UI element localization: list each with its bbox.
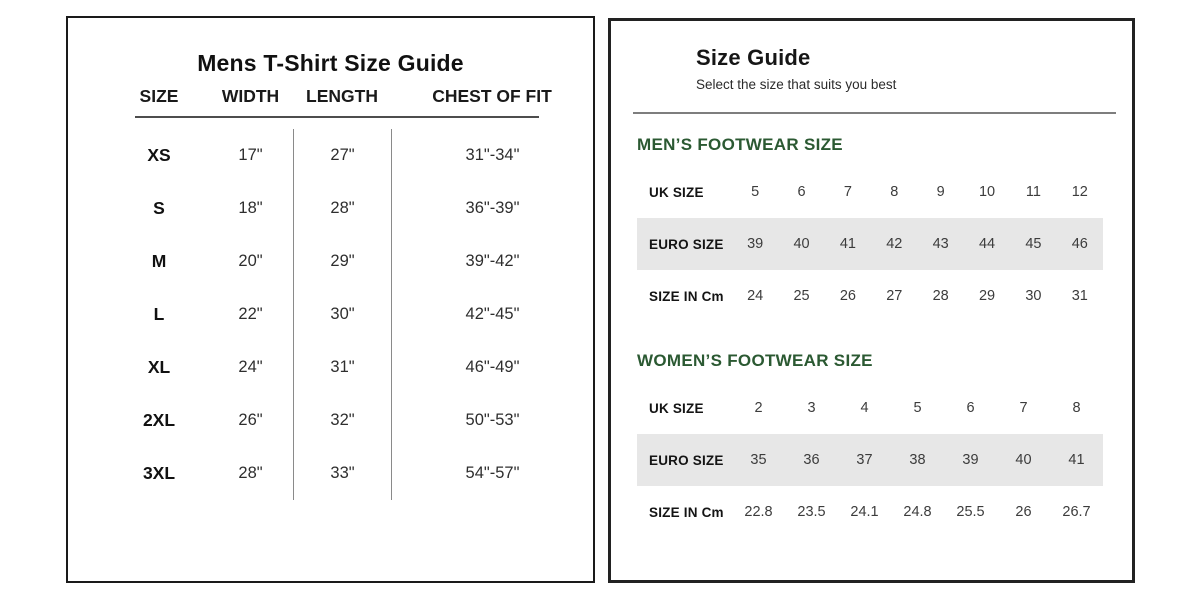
size-value: 42 (886, 236, 903, 252)
size-value: 46 (1071, 236, 1088, 252)
size-value: 26 (839, 288, 856, 304)
row-label: UK SIZE (649, 400, 704, 416)
size-value: 40 (793, 236, 810, 252)
width-value: 22" (238, 305, 263, 323)
width-value: 20" (238, 252, 263, 270)
size-label: XL (147, 357, 171, 377)
size-value: 12 (1071, 184, 1088, 200)
width-value: 24" (238, 358, 263, 376)
header-divider-rule (135, 116, 539, 118)
length-value: 29" (293, 235, 391, 288)
tshirt-guide-title: Mens T-Shirt Size Guide (197, 50, 464, 76)
width-value: 18" (238, 199, 263, 217)
size-value: 27 (886, 288, 903, 304)
size-value: 11 (1025, 184, 1041, 200)
row-label: SIZE IN Cm (649, 288, 724, 304)
size-value: 5 (913, 400, 922, 416)
size-value: 25 (793, 288, 810, 304)
size-value: 7 (1019, 400, 1028, 416)
size-value: 30 (1025, 288, 1042, 304)
mens-footwear-table (637, 166, 1103, 322)
size-value: 41 (1068, 452, 1085, 468)
size-label: 2XL (142, 410, 176, 430)
table-row (68, 129, 593, 182)
womens-footwear-table (637, 382, 1103, 538)
footwear-guide-title: Size Guide (696, 45, 811, 70)
size-value: 38 (909, 452, 926, 468)
size-value: 8 (890, 184, 899, 200)
euro-size-row (637, 434, 1103, 486)
size-value: 26 (1015, 504, 1032, 520)
width-value: 28" (238, 464, 263, 482)
chest-value: 46"-49" (391, 341, 593, 394)
size-value: 2 (754, 400, 763, 416)
row-label: EURO SIZE (649, 236, 724, 252)
euro-size-row (637, 218, 1103, 270)
size-value: 43 (932, 236, 949, 252)
size-label: M (151, 251, 167, 271)
footwear-size-guide-panel (608, 18, 1135, 583)
length-value: 33" (293, 447, 391, 500)
tshirt-table-body (68, 129, 593, 500)
size-value: 24.1 (850, 504, 879, 520)
size-value: 44 (978, 236, 996, 252)
table-row (68, 394, 593, 447)
width-value: 26" (238, 411, 263, 429)
size-value: 25.5 (956, 504, 985, 520)
womens-footwear-section-heading: WOMEN’S FOOTWEAR SIZE (637, 351, 873, 370)
size-value: 39 (962, 452, 979, 468)
size-value: 40 (1015, 452, 1032, 468)
size-value: 3 (807, 400, 816, 416)
table-row (68, 447, 593, 500)
row-label: UK SIZE (649, 184, 704, 200)
size-label: XS (147, 145, 171, 165)
table-row (68, 341, 593, 394)
table-row (68, 235, 593, 288)
uk-size-row (637, 382, 1103, 434)
size-value: 6 (797, 184, 806, 200)
size-value: 10 (978, 184, 996, 200)
size-value: 28 (932, 288, 949, 304)
uk-size-row (637, 166, 1103, 218)
size-label: 3XL (142, 463, 176, 483)
size-label: L (153, 304, 165, 324)
table-row (68, 288, 593, 341)
width-value: 17" (238, 146, 263, 164)
column-header-size: SIZE (139, 86, 179, 106)
chest-value: 54"-57" (391, 447, 593, 500)
size-value: 31 (1071, 288, 1088, 304)
size-value: 4 (860, 400, 869, 416)
row-label: SIZE IN Cm (649, 504, 724, 520)
column-header-chest: CHEST OF FIT (432, 86, 552, 106)
length-value: 27" (293, 129, 391, 182)
length-value: 28" (293, 182, 391, 235)
size-value: 23.5 (797, 504, 826, 520)
size-value: 24 (747, 288, 764, 304)
size-value: 35 (750, 452, 767, 468)
length-value: 31" (293, 341, 391, 394)
chest-value: 39"-42" (391, 235, 593, 288)
cm-size-row (637, 270, 1103, 322)
row-label: EURO SIZE (649, 452, 724, 468)
size-value: 45 (1025, 236, 1042, 252)
chest-value: 50"-53" (391, 394, 593, 447)
chest-value: 36"-39" (391, 182, 593, 235)
size-value: 36 (803, 452, 820, 468)
size-value: 37 (856, 452, 873, 468)
length-value: 32" (293, 394, 391, 447)
size-value: 26.7 (1062, 504, 1091, 520)
size-value: 22.8 (744, 504, 773, 520)
header-divider-rule (633, 112, 1116, 114)
column-header-width: WIDTH (221, 86, 280, 106)
size-value: 6 (966, 400, 975, 416)
mens-footwear-section-heading: MEN’S FOOTWEAR SIZE (637, 135, 843, 154)
size-value: 9 (936, 184, 945, 200)
footwear-guide-header (611, 21, 1132, 92)
chest-value: 42"-45" (391, 288, 593, 341)
cm-size-row (637, 486, 1103, 538)
size-value: 29 (978, 288, 996, 304)
size-value: 8 (1072, 400, 1081, 416)
table-row (68, 182, 593, 235)
footwear-guide-subtitle: Select the size that suits you best (696, 77, 897, 92)
size-value: 5 (751, 184, 760, 200)
footwear-guide-content (611, 135, 1132, 538)
size-value: 7 (843, 184, 852, 200)
size-value: 24.8 (903, 504, 932, 520)
column-header-length: LENGTH (306, 86, 378, 106)
tshirt-size-guide-panel (66, 16, 595, 583)
size-value: 41 (839, 236, 856, 252)
tshirt-table-header-row (68, 86, 593, 107)
size-value: 39 (747, 236, 764, 252)
size-label: S (153, 198, 165, 218)
chest-value: 31"-34" (391, 129, 593, 182)
length-value: 30" (293, 288, 391, 341)
